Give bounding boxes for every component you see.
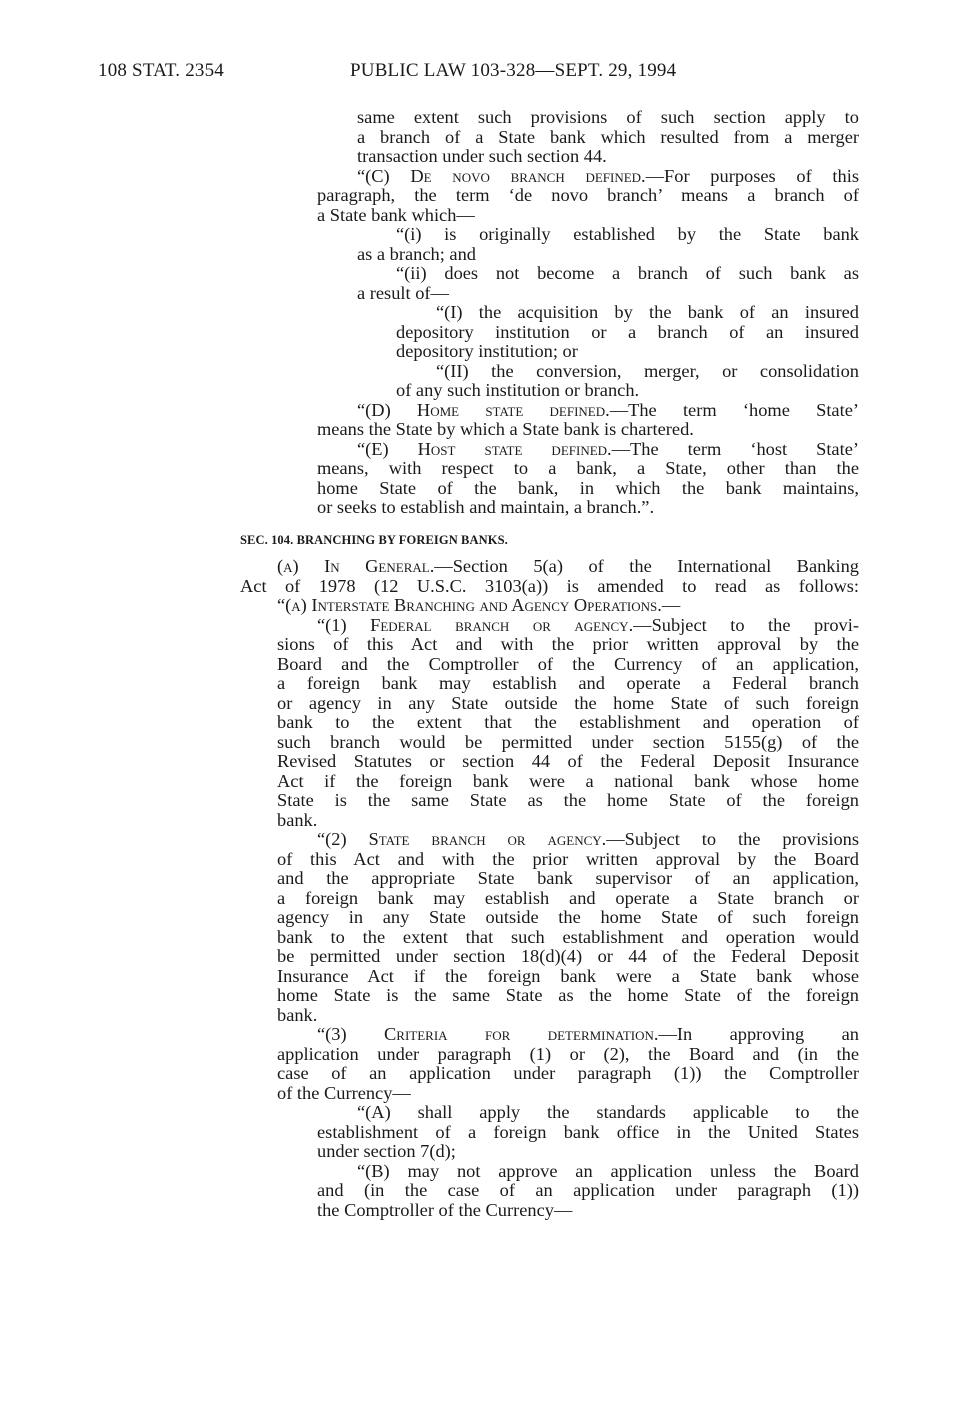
text-line: a State bank which— [317,206,475,225]
text-line: depository institution; or [396,342,578,361]
text-line: sions of this Act and with the prior written approval by the [277,635,859,654]
text-line: State is the same State as the home State of the foreign [277,791,859,810]
paragraph-3-line: “(3) Criteria for determination.—In approving an [317,1025,859,1044]
text-line: “(B) may not approve an application unless the Board [357,1162,859,1181]
definition-c-line: “(C) De novo branch defined.—For purposes of this [357,167,859,186]
text-line: of any such institution or branch. [396,381,640,400]
stat-citation: 108 STAT. 2354 [98,60,225,81]
text-line: a foreign bank may establish and operate a Federal branch [277,674,859,693]
text-line: bank to the extent that the establishment and operation of [277,713,859,732]
text-line: agency in any State outside the home State of such foreign [277,908,859,927]
public-law-citation: PUBLIC LAW 103-328—SEPT. 29, 1994 [350,60,677,81]
paragraph-2-line: “(2) State branch or agency.—Subject to the provisions [317,830,859,849]
text-line: a branch of a State bank which resulted from a merger [357,128,859,147]
text-line: application under paragraph (1) or (2), the Board and (in the [277,1045,859,1064]
text-line: a foreign bank may establish and operate a State branch or [277,889,859,908]
text-line: Act of 1978 (12 U.S.C. 3103(a)) is amended to read as follows: [240,577,859,596]
text-line: “(II) the conversion, merger, or consolidation [436,362,859,381]
text-line: (a) In General.—Section 5(a) of the International Banking [277,557,859,576]
text-line: be permitted under section 18(d)(4) or 44 of the Federal Deposit [277,947,859,966]
text-line: Insurance Act if the foreign bank were a State bank whose [277,967,859,986]
text-line: bank to the extent that such establishment and operation would [277,928,859,947]
text-line: establishment of a foreign bank office in the United States [317,1123,859,1142]
text-line: Revised Statutes or section 44 of the Federal Deposit Insurance [277,752,859,771]
text-line: of this Act and with the prior written approval by the Board [277,850,859,869]
paragraph-1-line: “(1) Federal branch or agency.—Subject to the provi- [317,616,859,635]
text-line: under section 7(d); [317,1142,456,1161]
text-line: home State of the bank, in which the bank maintains, [317,479,859,498]
text-line: “(A) shall apply the standards applicable to the [357,1103,859,1122]
text-line: as a branch; and [357,245,476,264]
text-line: means the State by which a State bank is chartered. [317,420,694,439]
text-line: such branch would be permitted under section 5155(g) of the [277,733,859,752]
definition-d-line: “(D) Home state defined.—The term ‘home State’ [357,401,859,420]
text-line: and (in the case of an application under paragraph (1)) [317,1181,859,1200]
text-line: bank. [277,1006,318,1025]
text-line: of the Currency— [277,1084,411,1103]
text-line: Board and the Comptroller of the Currency of an application, [277,655,859,674]
definition-e-line: “(E) Host state defined.—The term ‘host State’ [357,440,859,459]
text-line: Act if the foreign bank were a national bank whose home [277,772,859,791]
text-line: case of an application under paragraph (1)) the Comptroller [277,1064,859,1083]
text-line: transaction under such section 44. [357,147,607,166]
text-line: and the appropriate State bank supervisor of an application, [277,869,859,888]
text-line: bank. [277,811,318,830]
text-line: depository institution or a branch of an insured [396,323,859,342]
text-line: the Comptroller of the Currency— [317,1201,573,1220]
text-line: a result of— [357,284,449,303]
text-line: paragraph, the term ‘de novo branch’ means a branch of [317,186,859,205]
text-line: or agency in any State outside the home State of such foreign [277,694,859,713]
text-line: “(I) the acquisition by the bank of an insured [436,303,859,322]
text-line: “(i) is originally established by the State bank [396,225,859,244]
text-line: means, with respect to a bank, a State, other than the [317,459,859,478]
text-line: or seeks to establish and maintain, a branch.”. [317,498,655,517]
text-line: “(a) Interstate Branching and Agency Operations.— [277,596,681,615]
text-line: same extent such provisions of such section apply to [357,108,859,127]
text-line: “(ii) does not become a branch of such bank as [396,264,859,283]
section-heading: SEC. 104. BRANCHING BY FOREIGN BANKS. [240,533,508,547]
text-line: home State is the same State as the home State of the foreign [277,986,859,1005]
